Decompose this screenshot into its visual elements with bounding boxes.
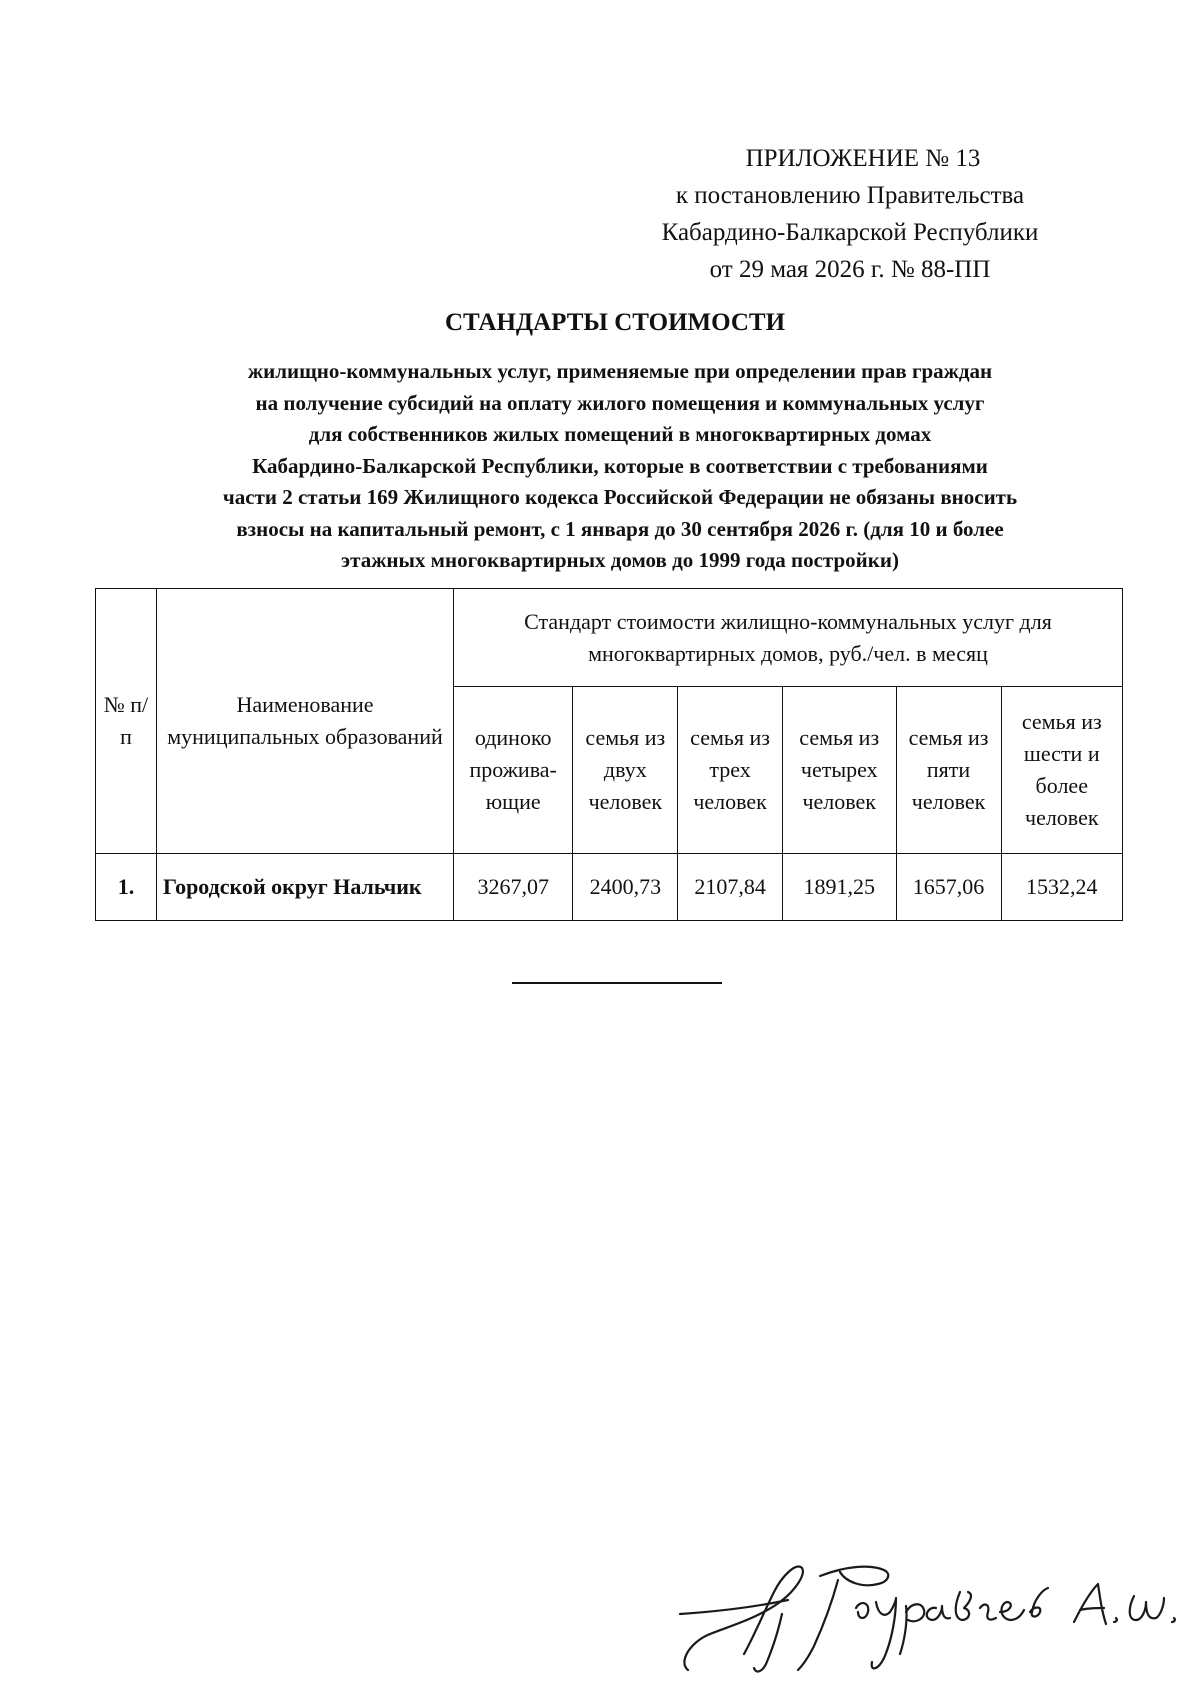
subtitle-line: жилищно-коммунальных услуг, применяемые при определении прав граждан	[247, 359, 993, 383]
col-num-header: № п/п	[96, 589, 157, 854]
subtitle-line: Кабардино-Балкарской Республики, которые в соответствии с требованиями	[252, 453, 988, 478]
sub-header-family-6-plus: семья из шести и более человек	[1001, 687, 1122, 854]
subtitle-line: на получение субсидий на оплату жилого помещения и коммунальных услуг	[255, 390, 985, 415]
value-family-3: 2107,84	[678, 854, 783, 921]
signature-icon	[670, 1562, 1190, 1682]
value-family-6-plus: 1532,24	[1001, 854, 1122, 921]
row-municipality: Городской округ Нальчик	[157, 854, 454, 921]
document-subtitle	[80, 356, 1160, 577]
subtitle-line: части 2 статьи 169 Жилищного кодекса Российской Федерации не обязаны вносить	[222, 485, 1018, 509]
sub-header-family-3: семья из трех человек	[678, 687, 783, 854]
appendix-line-2: Кабардино-Балкарской Республики	[661, 219, 1039, 246]
subtitle-line: взносы на капитальный ремонт, с 1 января до 30 сентября 2026 г. (для 10 и более	[236, 516, 1004, 541]
appendix-line-3: от 29 мая 2026 г. № 88-ПП	[709, 256, 991, 283]
appendix-block	[560, 140, 1140, 288]
handwritten-signature	[670, 1562, 1190, 1682]
value-family-5: 1657,06	[896, 854, 1001, 921]
table-row	[96, 854, 1123, 921]
value-family-4: 1891,25	[782, 854, 896, 921]
subtitle-line: этажных многоквартирных домов до 1999 года постройки)	[341, 548, 899, 572]
value-family-2: 2400,73	[573, 854, 678, 921]
sub-header-family-5: семья из пяти человек	[896, 687, 1001, 854]
sub-header-single: одиноко прожива-ющие	[454, 687, 573, 854]
document-title: СТАНДАРТЫ СТОИМОСТИ	[444, 309, 786, 336]
end-divider	[512, 982, 722, 984]
sub-header-family-2: семья из двух человек	[573, 687, 678, 854]
group-header: Стандарт стоимости жилищно-коммунальных услуг для многоквартирных домов, руб./чел. в месяц	[454, 589, 1123, 687]
row-number: 1.	[96, 854, 157, 921]
col-name-header: Наименование муниципальных образований	[157, 589, 454, 854]
standards-table	[95, 588, 1123, 921]
header-row-top	[96, 589, 1123, 687]
sub-header-family-4: семья из четырех человек	[782, 687, 896, 854]
value-single: 3267,07	[454, 854, 573, 921]
subtitle-line: для собственников жилых помещений в многоквартирных домах	[308, 422, 932, 446]
appendix-title: ПРИЛОЖЕНИЕ № 13	[745, 145, 981, 172]
appendix-line-1: к постановлению Правительства	[675, 182, 1025, 209]
